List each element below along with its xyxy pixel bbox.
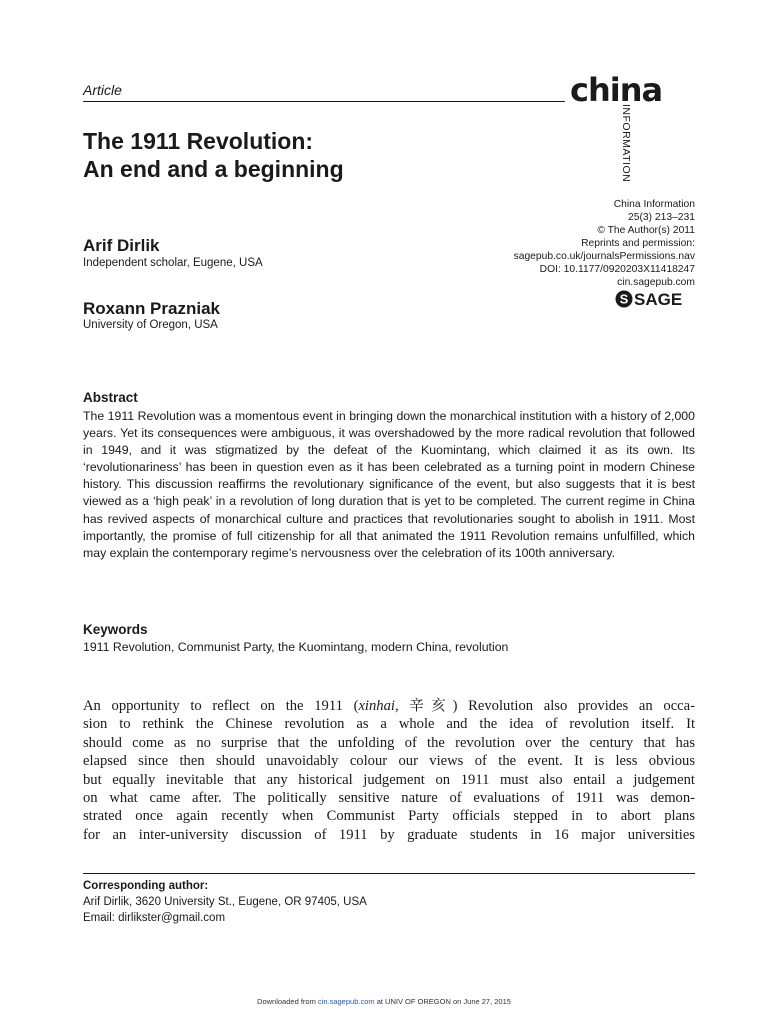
corresponding-author-heading: Corresponding author: xyxy=(83,880,209,892)
body-line xyxy=(83,752,695,770)
download-notice xyxy=(0,997,768,1006)
sage-wordmark: SAGE xyxy=(634,290,683,309)
author-affiliation: University of Oregon, USA xyxy=(83,319,218,331)
sage-icon xyxy=(615,289,695,309)
corresponding-author-address: Arif Dirlik, 3620 University St., Eugene, OR 97405, USA xyxy=(83,896,367,908)
svg-text:S: S xyxy=(619,291,629,307)
doi: DOI: 10.1177/0920203X11418247 xyxy=(539,264,695,275)
article-type-label: Article xyxy=(83,82,122,98)
copyright-notice: © The Author(s) 2011 xyxy=(597,225,695,236)
keywords-heading: Keywords xyxy=(83,622,148,637)
download-prefix: Downloaded from xyxy=(257,997,318,1006)
download-link[interactable]: cin.sagepub.com xyxy=(317,997,375,1006)
body-line xyxy=(83,789,695,807)
body-line xyxy=(83,807,695,825)
body-line-text: for an inter-university discussion of 1911 by graduate students in 16 major universities xyxy=(83,826,695,843)
abstract-heading: Abstract xyxy=(83,390,138,405)
body-line xyxy=(83,826,695,844)
article-title-line-2: An end and a beginning xyxy=(83,156,344,182)
body-line-text: on what came after. The politically sensitive nature of evaluations of 1911 was demon- xyxy=(83,790,695,807)
journal-logo xyxy=(570,71,695,194)
sage-logo xyxy=(615,289,695,309)
abstract-text: The 1911 Revolution was a momentous event in bringing down the monarchical institution with a history of 2,000 years. Yet its consequences were ambiguous, it was overshadowed by the more radical revolution that followed in 1949, and it was stigmatized by the defeat of the Kuomintang, which claimed it as its own. Its ‘revolutionariness’ has been in question even as it has been celebrated as a turning point in modern Chinese history. This discussion reaffirms the revolutionary significance of the event, but also suggests that it is best viewed as a ‘high peak’ in a revolution of long duration that is yet to be completed. The current regime in China has revived aspects of monarchical culture and practices that revolutionaries sought to abolish in 1911. Most importantly, the promise of full citizenship for all that animated the 1911 Revolution remains unfulfilled, which may explain the contemporary regime’s nervousness over the celebration of its 100th anniversary. xyxy=(83,409,695,560)
footnote-rule xyxy=(83,873,695,874)
journal-name: China Information xyxy=(613,199,695,210)
body-line xyxy=(83,771,695,789)
body-line-text: but equally inevitable that any historical judgement on 1911 must also entail a judgement xyxy=(83,771,695,788)
article-title-line-1: The 1911 Revolution: xyxy=(83,128,314,154)
body-paragraph xyxy=(83,697,695,844)
body-line-text: elapsed since then should unavoidably colour our views of the event. It is less obvious xyxy=(83,753,695,770)
journal-logo-word: china xyxy=(570,71,663,109)
body-line-italic: xinhai xyxy=(358,698,395,714)
journal-site-link[interactable]: cin.sagepub.com xyxy=(617,277,695,288)
author-affiliation: Independent scholar, Eugene, USA xyxy=(83,257,263,269)
reprints-label: Reprints and permission: xyxy=(581,238,695,249)
body-line-text: , 辛亥) Revolution also provides an occa- xyxy=(394,698,695,714)
body-line-text: should come as no surprise that the unfolding of the revolution over the century that has xyxy=(83,734,695,751)
body-line xyxy=(83,697,695,715)
download-suffix: at UNIV OF OREGON on June 27, 2015 xyxy=(374,997,511,1006)
body-line xyxy=(83,715,695,733)
body-line-text: sion to rethink the Chinese revolution as a whole and the idea of revolution itself. It xyxy=(83,716,695,733)
keywords-text: 1911 Revolution, Communist Party, the Kuomintang, modern China, revolution xyxy=(83,640,509,654)
reprints-link[interactable]: sagepub.co.uk/journalsPermissions.nav xyxy=(513,251,695,262)
header-rule xyxy=(83,101,565,102)
journal-logo-subtitle: INFORMATION xyxy=(620,104,632,183)
author-name: Roxann Prazniak xyxy=(83,299,220,318)
body-line-text: An opportunity to reflect on the 1911 ( xyxy=(83,698,359,714)
body-line-text: strated once again recently when Communist Party officials stepped in to abort plans xyxy=(83,808,695,825)
author-name: Arif Dirlik xyxy=(83,236,160,255)
journal-volume: 25(3) 213–231 xyxy=(628,212,695,223)
corresponding-author-email: Email: dirlikster@gmail.com xyxy=(83,912,226,924)
journal-info-block xyxy=(514,198,695,289)
body-line xyxy=(83,734,695,752)
